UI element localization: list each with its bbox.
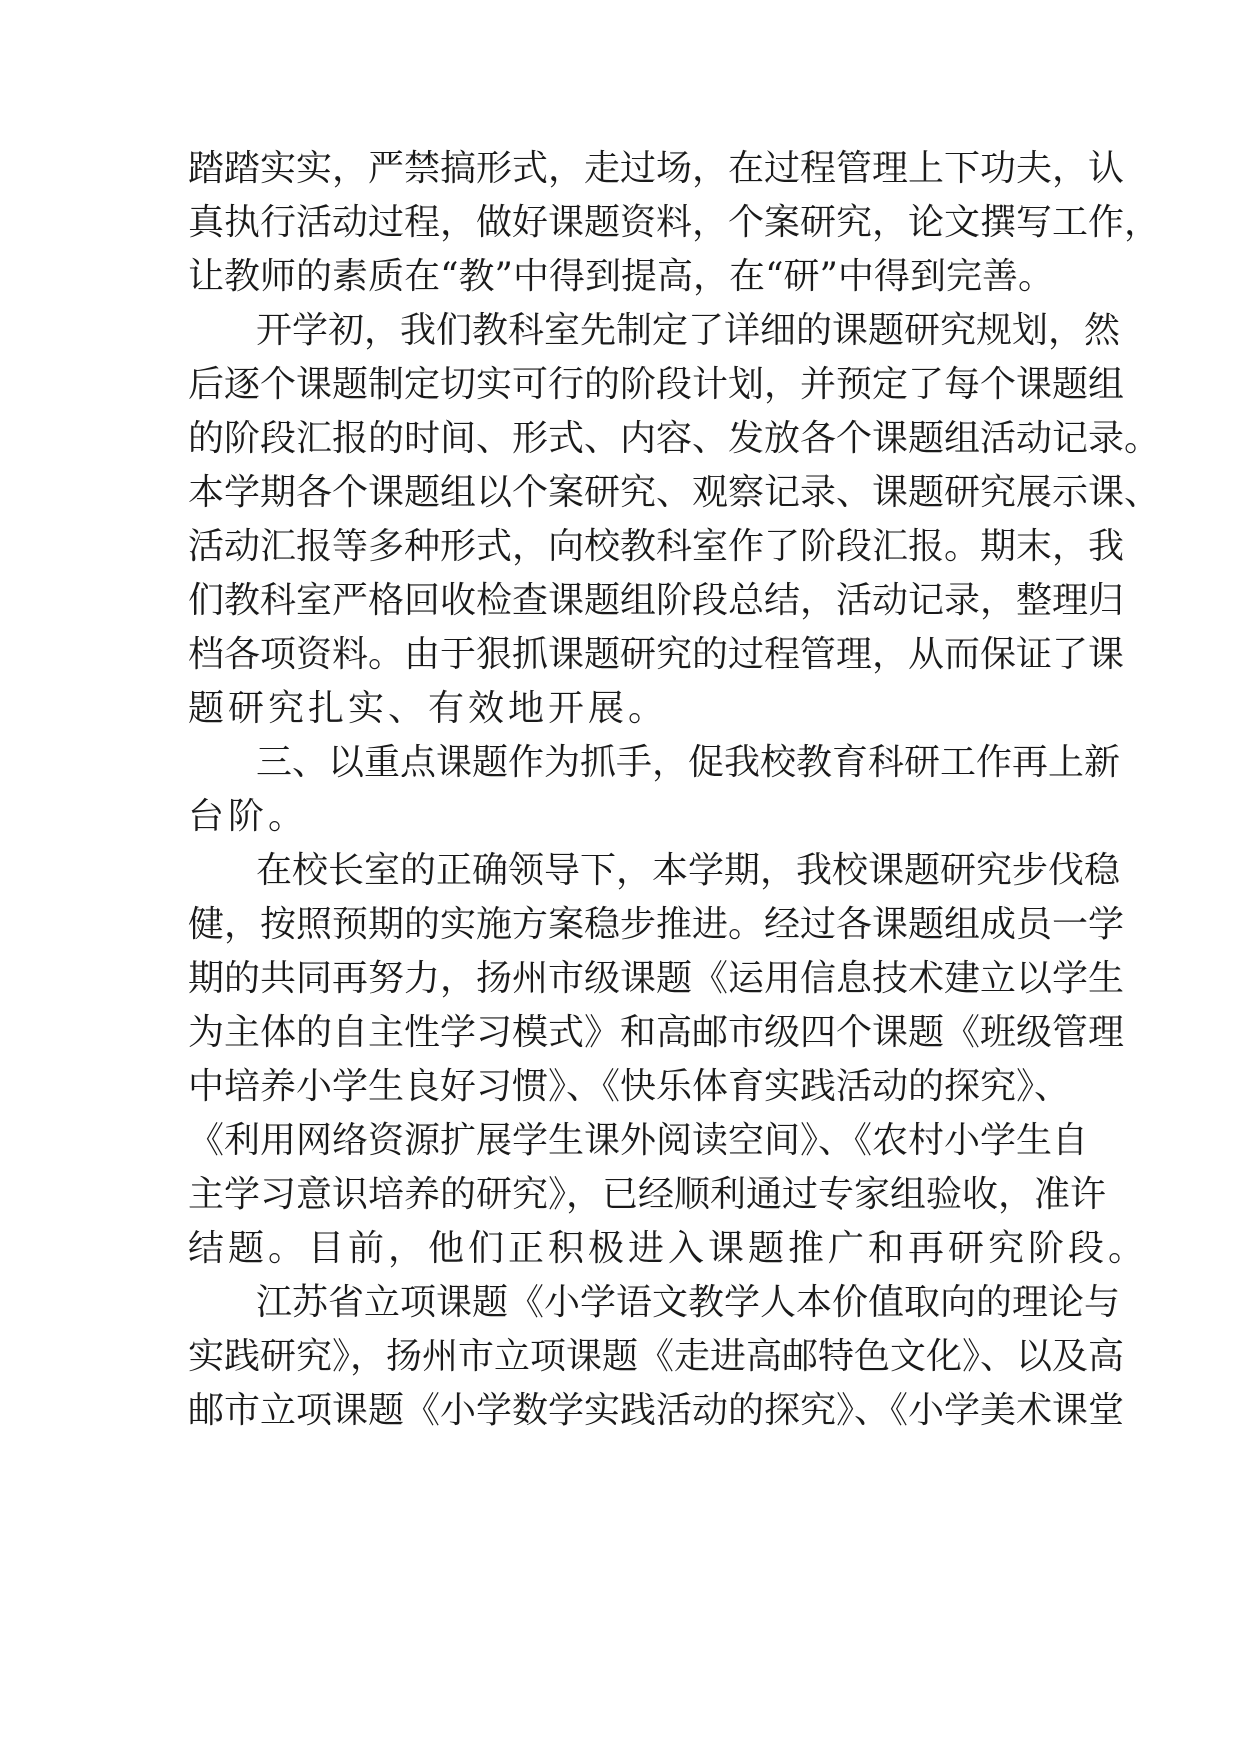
text-line: 踏踏实实，严禁搞形式，走过场，在过程管理上下功夫，认	[188, 148, 1125, 189]
text-line: 档各项资料。由于狠抓课题研究的过程管理，从而保证了课	[188, 634, 1125, 675]
text-line: 《利用网络资源扩展学生课外阅读空间》、《农村小学生自	[188, 1120, 1089, 1161]
text-line: 题研究扎实、有效地开展。	[188, 688, 669, 729]
text-line: 活动汇报等多种形式，向校教科室作了阶段汇报。期末，我	[188, 526, 1125, 567]
section-heading: 台阶。	[188, 796, 309, 837]
text-line: 邮市立项课题《小学数学实践活动的探究》、《小学美术课堂	[188, 1390, 1125, 1431]
text-line: 实践研究》，扬州市立项课题《走进高邮特色文化》、以及高	[188, 1336, 1125, 1377]
text-line: 让教师的素质在“教”中得到提高，在“研”中得到完善。	[188, 256, 1054, 297]
text-line: 本学期各个课题组以个案研究、观察记录、课题研究展示课、	[188, 472, 1161, 513]
text-line: 主学习意识培养的研究》，已经顺利通过专家组验收，准许	[188, 1174, 1107, 1215]
text-line: 们教科室严格回收检查课题组阶段总结，活动记录，整理归	[188, 580, 1125, 621]
text-line: 结题。目前，他们正积极进入课题推广和再研究阶段。	[188, 1228, 1149, 1269]
text-line: 江苏省立项课题《小学语文教学人本价值取向的理论与	[256, 1282, 1121, 1323]
text-line: 中培养小学生良好习惯》、《快乐体育实践活动的探究》、	[188, 1066, 1071, 1107]
text-line: 的阶段汇报的时间、形式、内容、发放各个课题组活动记录。	[188, 418, 1161, 459]
text-line: 后逐个课题制定切实可行的阶段计划，并预定了每个课题组	[188, 364, 1125, 405]
text-line: 为主体的自主性学习模式》和高邮市级四个课题《班级管理	[188, 1012, 1125, 1053]
text-line: 健，按照预期的实施方案稳步推进。经过各课题组成员一学	[188, 904, 1125, 945]
section-heading: 三、以重点课题作为抓手，促我校教育科研工作再上新	[256, 742, 1121, 783]
text-line: 期的共同再努力，扬州市级课题《运用信息技术建立以学生	[188, 958, 1125, 999]
text-line: 真执行活动过程，做好课题资料，个案研究，论文撰写工作，	[188, 202, 1161, 243]
text-line: 在校长室的正确领导下，本学期，我校课题研究步伐稳	[256, 850, 1121, 891]
text-line: 开学初，我们教科室先制定了详细的课题研究规划，然	[256, 310, 1121, 351]
